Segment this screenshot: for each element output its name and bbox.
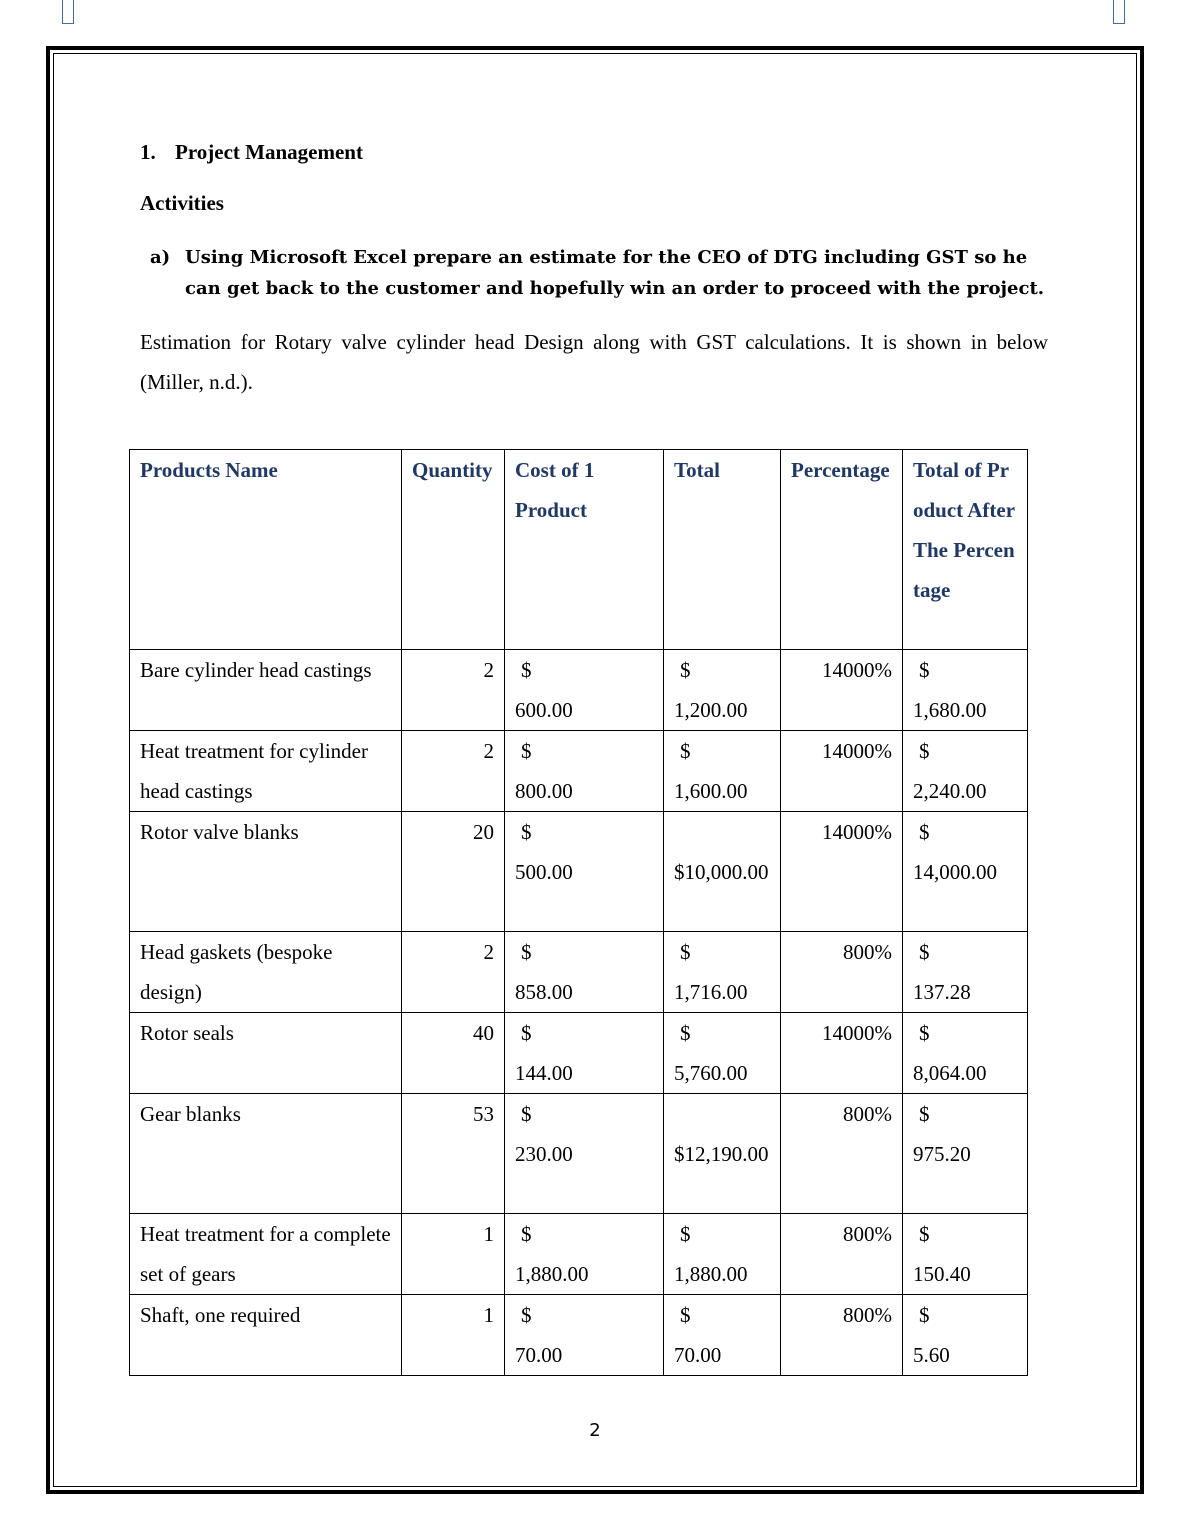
cell-product-name — [130, 1013, 402, 1094]
cell-total-after-value: 5.60 — [913, 1343, 950, 1367]
cell-total — [664, 650, 781, 731]
cell-total-after-value: 1,680.00 — [913, 698, 987, 722]
cell-total — [664, 731, 781, 812]
currency-symbol: $ — [521, 1222, 532, 1246]
header-quantity — [402, 450, 505, 650]
table-row — [130, 1214, 1028, 1295]
cell-cost — [505, 1094, 664, 1214]
header-percentage — [781, 450, 903, 650]
cell-percentage — [781, 1094, 903, 1214]
cell-cost-value: 70.00 — [515, 1343, 563, 1367]
spacer — [674, 1094, 770, 1134]
table-header-row — [130, 450, 1028, 650]
product-name: Rotor valve blanks — [140, 820, 299, 844]
cell-cost — [505, 1214, 664, 1295]
cell-percentage — [781, 932, 903, 1013]
currency-symbol: $ — [919, 1021, 930, 1045]
cell-cost-value: 144.00 — [515, 1061, 573, 1085]
header-corner-mark-right — [1113, 0, 1125, 24]
product-name: Gear blanks — [140, 1102, 241, 1126]
cell-quantity — [402, 1013, 505, 1094]
table-row — [130, 932, 1028, 1013]
product-name: Heat treatment for cylinder head castings — [140, 739, 368, 803]
cell-cost-value: 1,880.00 — [515, 1262, 589, 1286]
cell-total-after — [903, 932, 1028, 1013]
product-name: Bare cylinder head castings — [140, 658, 372, 682]
currency-symbol: $ — [919, 658, 930, 682]
cell-cost-value: 800.00 — [515, 779, 573, 803]
cell-total-after — [903, 1214, 1028, 1295]
cell-total-after — [903, 650, 1028, 731]
header-corner-mark-left — [62, 0, 74, 24]
cell-quantity — [402, 650, 505, 731]
header-total-after-text: Total of Product After The Percentage — [913, 458, 1015, 602]
currency-symbol: $ — [919, 1222, 930, 1246]
product-name: Head gaskets (bespoke design) — [140, 940, 333, 1004]
header-products-name: Products Name — [130, 450, 402, 650]
cell-total — [664, 1013, 781, 1094]
cell-product-name — [130, 1214, 402, 1295]
cell-total-value: 1,600.00 — [674, 779, 748, 803]
task-marker: a) — [150, 247, 171, 268]
cell-product-name — [130, 1094, 402, 1214]
task-text: Using Microsoft Excel prepare an estimate for the CEO of DTG including GST so he can get back to the customer and hopefully win an order to proceed with the project. — [185, 247, 1045, 299]
cell-cost — [505, 650, 664, 731]
header-quantity-text: Quantity — [412, 458, 493, 482]
cell-total — [664, 1214, 781, 1295]
spacer — [674, 812, 770, 852]
header-total: Total — [664, 450, 781, 650]
cell-total-after — [903, 731, 1028, 812]
currency-symbol: $ — [521, 658, 532, 682]
section-number: 1. — [140, 140, 156, 164]
cell-total-value: $10,000.00 — [674, 860, 769, 884]
page-number: 2 — [589, 1420, 601, 1441]
cell-cost — [505, 1013, 664, 1094]
percentage-value: 14000% — [822, 739, 892, 763]
cell-percentage — [781, 731, 903, 812]
currency-symbol: $ — [680, 1222, 691, 1246]
cell-cost-value: 600.00 — [515, 698, 573, 722]
cell-total-after-value: 137.28 — [913, 980, 971, 1004]
quantity-value: 1 — [483, 1222, 494, 1246]
cell-quantity — [402, 1214, 505, 1295]
cell-percentage — [781, 812, 903, 932]
cell-total-after — [903, 1094, 1028, 1214]
cell-total-after — [903, 1295, 1028, 1376]
estimate-table — [129, 449, 1028, 1376]
currency-symbol: $ — [521, 739, 532, 763]
percentage-value: 800% — [843, 1303, 892, 1327]
cell-total — [664, 932, 781, 1013]
cell-total-value: 1,716.00 — [674, 980, 748, 1004]
header-cost: Cost of 1 Product — [505, 450, 664, 650]
currency-symbol: $ — [680, 658, 691, 682]
cell-percentage — [781, 1214, 903, 1295]
cell-cost — [505, 1295, 664, 1376]
currency-symbol: $ — [521, 1021, 532, 1045]
cell-quantity — [402, 812, 505, 932]
cell-cost — [505, 812, 664, 932]
percentage-value: 800% — [843, 1222, 892, 1246]
currency-symbol: $ — [680, 1021, 691, 1045]
table-row — [130, 1295, 1028, 1376]
currency-symbol: $ — [680, 1303, 691, 1327]
product-name: Rotor seals — [140, 1021, 234, 1045]
cell-cost-value: 500.00 — [515, 860, 573, 884]
quantity-value: 40 — [473, 1021, 494, 1045]
currency-symbol: $ — [919, 820, 930, 844]
header-total-after — [903, 450, 1028, 650]
cell-total-after-value: 8,064.00 — [913, 1061, 987, 1085]
table-row — [130, 1094, 1028, 1214]
cell-total-after-value: 14,000.00 — [913, 860, 997, 884]
quantity-value: 2 — [483, 658, 494, 682]
cell-quantity — [402, 731, 505, 812]
cell-total-value: 1,200.00 — [674, 698, 748, 722]
intro-paragraph: Estimation for Rotary valve cylinder head Design along with GST calculations. It is shown in below (Miller, n.d.). — [140, 330, 1048, 394]
quantity-value: 2 — [483, 940, 494, 964]
currency-symbol: $ — [521, 940, 532, 964]
quantity-value: 1 — [483, 1303, 494, 1327]
quantity-value: 53 — [473, 1102, 494, 1126]
cell-product-name — [130, 731, 402, 812]
currency-symbol: $ — [919, 1102, 930, 1126]
table-row — [130, 812, 1028, 932]
currency-symbol: $ — [521, 1303, 532, 1327]
cell-total — [664, 1295, 781, 1376]
activities-heading: Activities — [140, 191, 224, 215]
cell-total — [664, 812, 781, 932]
cell-total-value: 5,760.00 — [674, 1061, 748, 1085]
section-title: Project Management — [175, 140, 363, 164]
section-heading — [140, 140, 363, 165]
cell-total-value: $12,190.00 — [674, 1142, 769, 1166]
cell-total — [664, 1094, 781, 1214]
currency-symbol: $ — [521, 1102, 532, 1126]
cell-percentage — [781, 1013, 903, 1094]
product-name: Shaft, one required — [140, 1303, 301, 1327]
table-row — [130, 650, 1028, 731]
currency-symbol: $ — [919, 739, 930, 763]
cell-percentage — [781, 650, 903, 731]
currency-symbol: $ — [680, 739, 691, 763]
cell-product-name — [130, 812, 402, 932]
quantity-value: 2 — [483, 739, 494, 763]
cell-cost-value: 230.00 — [515, 1142, 573, 1166]
currency-symbol: $ — [680, 940, 691, 964]
cell-product-name — [130, 1295, 402, 1376]
percentage-value: 14000% — [822, 1021, 892, 1045]
cell-quantity — [402, 932, 505, 1013]
percentage-value: 800% — [843, 940, 892, 964]
quantity-value: 20 — [473, 820, 494, 844]
percentage-value: 14000% — [822, 820, 892, 844]
header-percentage-text: Percentage — [791, 458, 890, 482]
percentage-value: 14000% — [822, 658, 892, 682]
cell-product-name — [130, 650, 402, 731]
currency-symbol: $ — [919, 1303, 930, 1327]
cell-percentage — [781, 1295, 903, 1376]
cell-total-value: 70.00 — [674, 1343, 722, 1367]
percentage-value: 800% — [843, 1102, 892, 1126]
cell-cost — [505, 731, 664, 812]
cell-quantity — [402, 1094, 505, 1214]
cell-total-after — [903, 1013, 1028, 1094]
cell-total-after — [903, 812, 1028, 932]
cell-product-name — [130, 932, 402, 1013]
task-item — [150, 242, 1050, 304]
cell-total-after-value: 975.20 — [913, 1142, 971, 1166]
product-name: Heat treatment for a complete set of gears — [140, 1222, 391, 1286]
currency-symbol: $ — [521, 820, 532, 844]
cell-total-value: 1,880.00 — [674, 1262, 748, 1286]
cell-total-after-value: 2,240.00 — [913, 779, 987, 803]
table-row — [130, 1013, 1028, 1094]
currency-symbol: $ — [919, 940, 930, 964]
cell-cost — [505, 932, 664, 1013]
cell-quantity — [402, 1295, 505, 1376]
cell-total-after-value: 150.40 — [913, 1262, 971, 1286]
table-row — [130, 731, 1028, 812]
cell-cost-value: 858.00 — [515, 980, 573, 1004]
